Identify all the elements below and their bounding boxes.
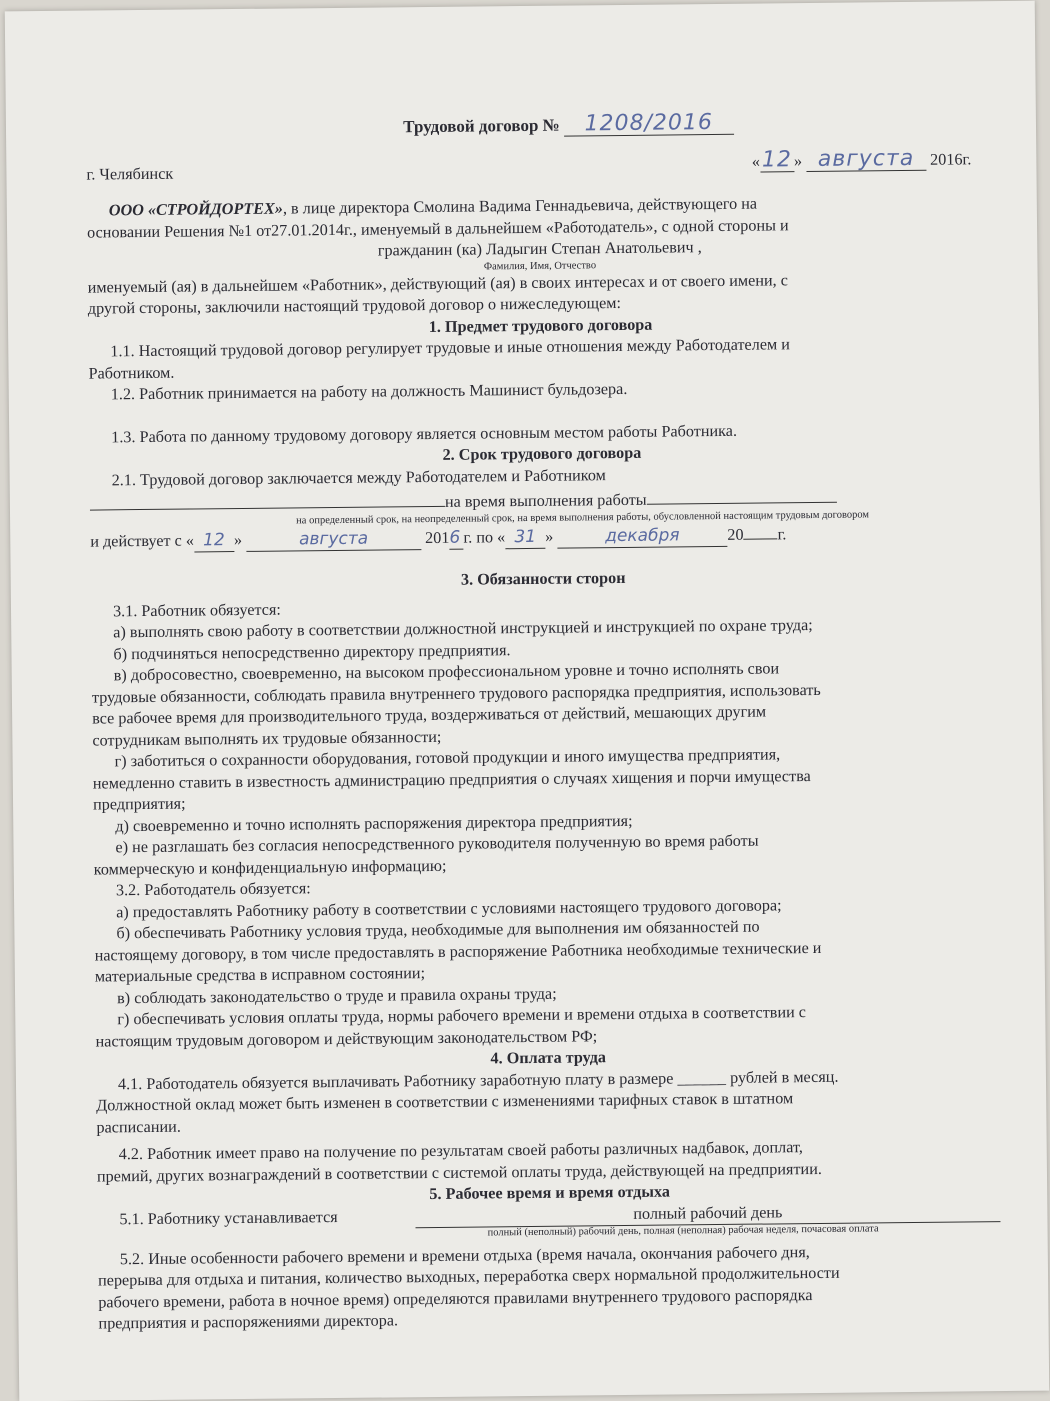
validity-line: и действует с « 12 » августа 2016 г. по « 31 » декабря 20 г.	[90, 522, 995, 554]
clause-5-2a: 5.2. Иные особенности рабочего времени и времени отдыха (время начала, окончания рабочего дня,	[119, 1242, 810, 1268]
document-body	[86, 109, 1004, 1335]
clause-5-1: 5.1. Работнику устанавливается полный рабочий день	[97, 1200, 1002, 1231]
preamble-line2: основании Решения №1 от27.01.2014г., именуемый в дальнейшем «Работодатель», с одной стороны и	[86, 215, 789, 242]
date-month: августа	[806, 148, 926, 172]
clause-3-2-b1: б) обеспечивать Работнику условия труда, необходимые для выполнения им обязанностей по	[116, 917, 760, 943]
clause-3-2: 3.2. Работодатель обязуется:	[115, 879, 311, 900]
from-year-digit: 6	[449, 527, 463, 550]
clause-4-2b: премий, других вознаграждений в соответствии с системой оплаты труда, действующей на предприятии.	[96, 1159, 822, 1186]
from-day: 12	[194, 530, 234, 553]
clause-3-1-v1: в) добросовестно, своевременно, на высоком профессиональном уровне и точно исполнять свои	[113, 659, 780, 685]
date-year: 2016г.	[930, 150, 972, 169]
clause-4-1c: расписании.	[96, 1117, 181, 1137]
section1-heading: 1. Предмет трудового договора	[428, 315, 653, 336]
contract-number: 1208/2016	[564, 112, 734, 136]
clause-3-1-a: а) выполнять свою работу в соответствии должностной инструкцией и инструкцией по охране труда;	[113, 616, 813, 642]
clause-3-1-g1: г) заботиться о сохранности оборудования, готовой продукции и иного имущества предприятия,	[114, 745, 781, 771]
clause-5-2d: предприятия и распоряжениями директора.	[98, 1311, 399, 1333]
clause-3-1: 3.1. Работник обязуется:	[112, 600, 281, 620]
from-month: августа	[246, 528, 421, 552]
date-day: 12	[761, 147, 793, 173]
clause-3-1-v3: все рабочее время для производительного труда, воздерживаться от действий, мешающих другим	[92, 702, 767, 728]
preamble-line5: другой стороны, заключили настоящий трудовой договор о нижеследующем:	[87, 293, 622, 318]
work-schedule-value: полный рабочий день	[415, 1200, 1000, 1229]
clause-5-2b: перерыва для отдыха и питания, количество выходных, переработка сверх нормальной продолжительности	[97, 1263, 840, 1290]
to-month: декабря	[557, 524, 727, 548]
clause-3-2-b3: материальные средства в исправном состоянии;	[94, 964, 426, 986]
work-schedule-caption: полный (неполный) рабочий день, полная (неполная) рабочая неделя, почасовая оплата	[487, 1222, 879, 1238]
contract-title: Трудовой договор №	[403, 115, 560, 137]
document-sheet	[5, 1, 1049, 1401]
clause-2-1: 2.1. Трудовой договор заключается между Работодателем и Работником	[111, 465, 606, 489]
company-name: ООО «СТРОЙДОРТЕХ»	[108, 199, 284, 220]
clause-1-2: 1.2. Работник принимается на работу на должность Машинист бульдозера.	[110, 379, 628, 404]
term-caption: на определенный срок, на неопределенный срок, на время выполнения работы, обусловленной настоящим трудовым договором	[296, 508, 870, 526]
section4-heading: 4. Оплата труда	[490, 1048, 607, 1068]
clause-3-2-g1: г) обеспечивать условия оплаты труда, нормы рабочего времени и времени отдыха в соответствии с	[117, 1003, 807, 1029]
clause-3-1-g3: предприятия;	[92, 794, 186, 814]
clause-4-2a: 4.2. Работник имеет право на получение по результатам своей работы различных надбавок, доплат,	[118, 1138, 803, 1164]
clause-3-1-g2: немедленно ставить в известность администрацию предприятия о случаях хищения и порчи имущества	[92, 766, 811, 793]
fio-caption: Фамилия, Имя, Отчество	[483, 259, 597, 272]
city-date-row	[86, 147, 991, 194]
clause-3-1-b: б) подчиняться непосредственно директору предприятия.	[113, 640, 511, 663]
section2-heading: 2. Срок трудового договора	[442, 443, 642, 464]
clause-3-1-v4: сотрудникам выполнять их трудовые обязанности;	[92, 727, 442, 750]
clause-3-1-e2: коммерческую и конфиденциальную информацию;	[93, 856, 447, 879]
to-year-blank	[743, 524, 777, 539]
term-blank-left	[90, 490, 445, 511]
preamble-line1: ООО «СТРОЙДОРТЕХ», в лице директора Смолина Вадима Геннадьевича, действующего на	[108, 194, 758, 220]
term-value: на время выполнения работы	[444, 490, 647, 511]
section3-heading: 3. Обязанности сторон	[460, 568, 626, 589]
clause-4-1b: Должностной оклад может быть изменен в соответствии с изменениями тарифных ставок в штатном	[96, 1089, 794, 1115]
clause-3-2-v: в) соблюдать законодательство о труде и правила охраны труда;	[116, 984, 557, 1007]
clause-3-2-a: а) предоставлять Работнику работу в соответствии с условиями настоящего трудового договора;	[116, 895, 782, 921]
clause-1-1b: Работником.	[88, 363, 175, 383]
clause-4-1a: 4.1. Работодатель обязуется выплачивать Работнику заработную плату в размере ______ рублей в месяц.	[117, 1067, 839, 1093]
clause-1-3: 1.3. Работа по данному трудовому договору является основным местом работы Работника.	[111, 421, 738, 446]
clause-5-2c: рабочего времени, работа в ночное время) определяются правилами внутреннего трудового распорядка	[98, 1285, 813, 1312]
preamble-line3: гражданин (ка) Ладыгин Степан Анатольевич ,	[377, 238, 702, 260]
clause-1-1: 1.1. Настоящий трудовой договор регулирует трудовые и иные отношения между Работодателем и	[110, 335, 791, 361]
contract-title-row	[86, 109, 991, 150]
clause-3-2-b2: настоящему договору, в том числе предоставлять в распоряжение Работника необходимые технические и	[94, 938, 822, 965]
contract-date: «12 » августа 2016г.	[751, 145, 972, 173]
clause-3-2-g2: настоящим трудовым договором и действующим законодательством РФ;	[95, 1026, 598, 1051]
preamble-line4: именуемый (ая) в дальнейшем «Работник», действующий (ая) в своих интересах и от своего имени, с	[87, 270, 788, 297]
section5-heading: 5. Рабочее время и время отдыха	[429, 1182, 671, 1204]
city: г. Челябинск	[86, 164, 174, 184]
clause-3-1-e1: е) не разглашать без согласия непосредственного руководителя полученную во время работы	[115, 831, 759, 857]
clause-3-1-d: д) своевременно и точно исполнять распоряжения директора предприятия;	[115, 811, 633, 835]
clause-3-1-v2: трудовые обязанности, соблюдать правила внутреннего трудового распорядка предприятия, использовать	[91, 680, 821, 707]
to-day: 31	[505, 526, 545, 549]
term-blank-right	[646, 486, 836, 505]
